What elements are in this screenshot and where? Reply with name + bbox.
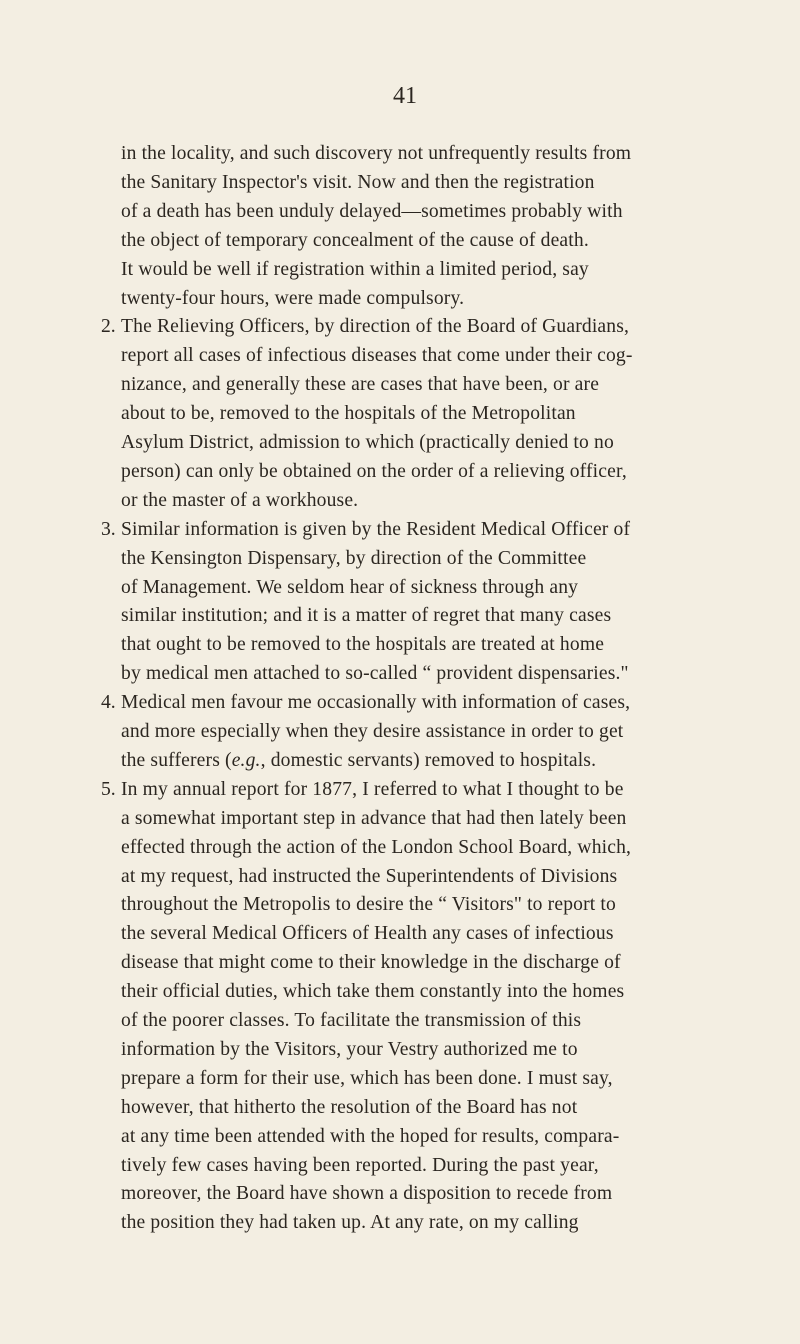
list-item-line: about to be, removed to the hospitals of the Metropolitan [121, 403, 576, 425]
list-item-line: throughout the Metropolis to desire the “ Visitors" to report to [121, 894, 616, 916]
page-number: 41 [393, 83, 417, 109]
list-item-line: report all cases of infectious diseases that come under their cog- [121, 345, 633, 367]
list-item-line: The Relieving Officers, by direction of the Board of Guardians, [121, 316, 630, 338]
list-item-line: In my annual report for 1877, I referred to what I thought to be [121, 778, 624, 800]
list-item-line: by medical men attached to so-called “ provident dispensaries." [121, 663, 629, 685]
list-item-line: the sufferers (e.g., domestic servants) removed to hospitals. [121, 749, 597, 771]
list-item-line: moreover, the Board have shown a disposition to recede from [121, 1183, 613, 1205]
list-item-line: Asylum District, admission to which (practically denied to no [121, 432, 614, 454]
list-item-number: 2. [101, 316, 116, 338]
list-item-line: disease that might come to their knowledge in the discharge of [121, 952, 621, 974]
list-item-line: or the master of a workhouse. [121, 489, 359, 511]
list-item-line: nizance, and generally these are cases that have been, or are [121, 374, 600, 396]
list-item-line: at my request, had instructed the Superintendents of Divisions [121, 865, 618, 887]
list-item-line: person) can only be obtained on the order of a relieving officer, [121, 460, 627, 482]
list-item-line: effected through the action of the London School Board, which, [121, 836, 632, 858]
list-item-line: Similar information is given by the Resident Medical Officer of [121, 518, 631, 540]
list-item-line: the several Medical Officers of Health any cases of infectious [121, 923, 614, 945]
italic-abbreviation: e.g. [231, 749, 261, 771]
list-item-line: Medical men favour me occasionally with information of cases, [121, 692, 631, 714]
list-item-line: of the poorer classes. To facilitate the transmission of this [121, 1010, 582, 1032]
list-item-line: a somewhat important step in advance that had then lately been [121, 807, 627, 829]
intro-paragraph [121, 140, 800, 313]
list-item-line: the position they had taken up. At any rate, on my calling [121, 1212, 579, 1234]
list-item-number: 5. [101, 778, 116, 800]
list-item-line: of Management. We seldom hear of sickness through any [121, 576, 579, 598]
list-item-line: their official duties, which take them constantly into the homes [121, 981, 625, 1003]
list-item-line: tively few cases having been reported. During the past year, [121, 1154, 599, 1176]
intro-line: the object of temporary concealment of the cause of death. [121, 229, 589, 251]
intro-line: in the locality, and such discovery not unfrequently results from [121, 143, 632, 164]
list-item-line: however, that hitherto the resolution of the Board has not [121, 1096, 578, 1118]
list-item-line: prepare a form for their use, which has been done. I must say, [121, 1067, 613, 1089]
list-item-line: the Kensington Dispensary, by direction of the Committee [121, 547, 587, 569]
list-item-line: at any time been attended with the hoped for results, compara- [121, 1125, 620, 1147]
list-item-line: similar institution; and it is a matter of regret that many cases [121, 605, 612, 627]
list-item-line: that ought to be removed to the hospitals are treated at home [121, 634, 605, 656]
intro-line: twenty-four hours, were made compulsory. [121, 287, 465, 309]
list-item-number: 4. [101, 692, 116, 714]
list-item-line: information by the Visitors, your Vestry authorized me to [121, 1038, 578, 1060]
list-item-line: and more especially when they desire assistance in order to get [121, 721, 624, 742]
intro-line: It would be well if registration within a limited period, say [121, 258, 589, 280]
list-item-number: 3. [101, 518, 116, 540]
intro-line: of a death has been unduly delayed—sometimes probably with [121, 200, 623, 222]
intro-line: the Sanitary Inspector's visit. Now and then the registration [121, 171, 595, 193]
